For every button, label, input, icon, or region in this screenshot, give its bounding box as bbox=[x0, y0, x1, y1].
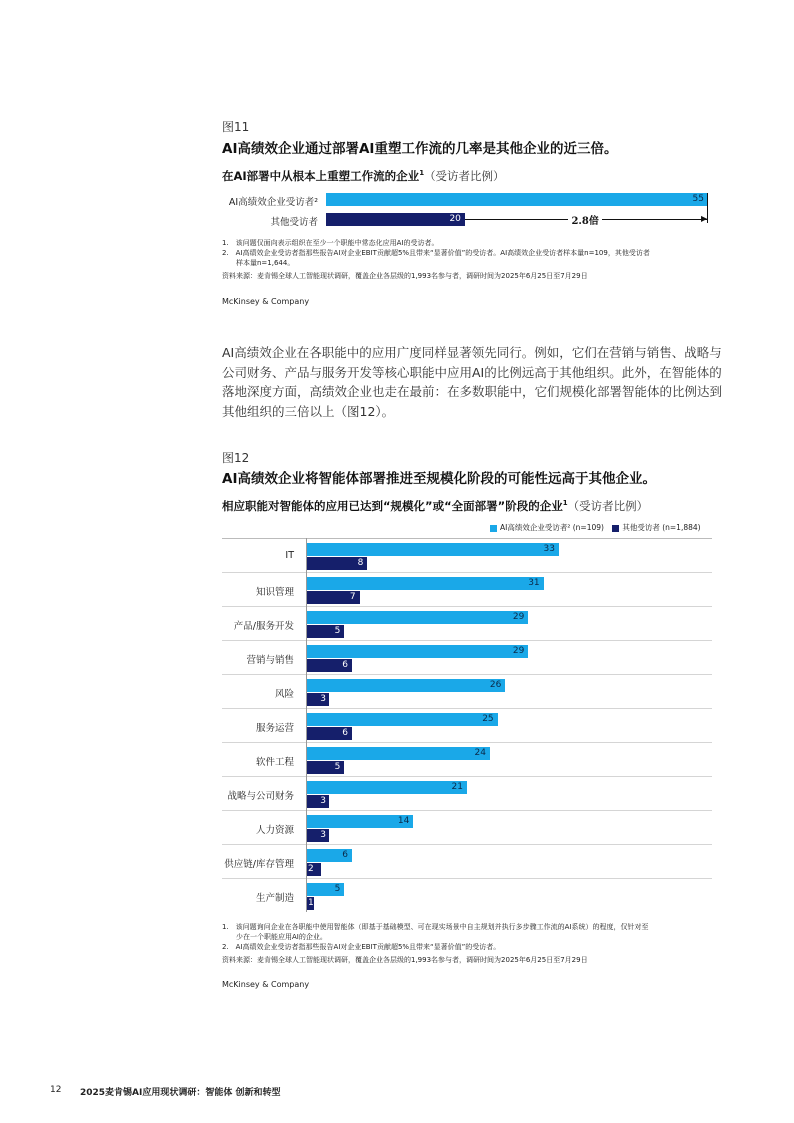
para-line-4: 其他组织的三倍以上（图12）。 bbox=[222, 403, 395, 419]
data-label: 33 bbox=[543, 544, 555, 554]
data-label: 6 bbox=[342, 728, 348, 738]
figure-12-chart bbox=[222, 538, 712, 913]
note-2-cont: 样本量n=1,644。 bbox=[222, 259, 295, 267]
figure-12-notes bbox=[222, 922, 722, 965]
bar bbox=[306, 645, 528, 658]
bar-category-label: 供应链/库存管理 bbox=[224, 859, 294, 870]
row-separator bbox=[222, 810, 712, 811]
bar-category-label: 知识管理 bbox=[255, 587, 294, 598]
data-label: 3 bbox=[320, 694, 326, 704]
multiplier-arrow-icon: ▶ bbox=[701, 214, 708, 223]
data-label: 3 bbox=[320, 830, 326, 840]
data-label: 29 bbox=[512, 646, 525, 656]
legend-swatch-other bbox=[612, 525, 619, 532]
para-line-3: 落地深度方面，高绩效企业也走在最前：在多数职能中，它们规模化部署智能体的比例达到 bbox=[222, 384, 723, 399]
legend-label-other: 其他受访者 (n=1,884) bbox=[622, 523, 701, 532]
bar-category-label: 战略与公司财务 bbox=[227, 791, 294, 802]
data-label: 1 bbox=[308, 898, 314, 908]
row-separator bbox=[222, 844, 712, 845]
row-separator bbox=[222, 674, 712, 675]
chart-separator bbox=[222, 538, 712, 539]
data-label: 3 bbox=[320, 796, 326, 806]
bar-category-label: 营销与销售 bbox=[246, 655, 294, 666]
bar bbox=[306, 679, 505, 692]
bar-category-label: 生产制造 bbox=[255, 893, 294, 904]
figure-12-title: AI高绩效企业将智能体部署推进至规模化阶段的可能性远高于其他企业。 bbox=[222, 471, 656, 487]
data-label: 24 bbox=[474, 748, 486, 758]
bar-category-label: AI高绩效企业受访者² bbox=[228, 197, 318, 208]
data-label: 26 bbox=[489, 680, 502, 690]
figure-12-label: 图12 bbox=[222, 451, 250, 465]
axis-line bbox=[306, 538, 307, 912]
data-label: 5 bbox=[334, 884, 341, 894]
bar-category-label: 人力资源 bbox=[255, 825, 294, 836]
bar bbox=[306, 543, 559, 556]
figure-12-chart-title: 相应职能对智能体的应用已达到“规模化”或“全面部署”阶段的企业$^1$（受访者比例） bbox=[222, 499, 649, 513]
bar bbox=[326, 193, 708, 206]
bar-category-label: 风险 bbox=[274, 689, 294, 700]
note-1-cont: 少在一个职能应用AI的企业。 bbox=[222, 933, 327, 941]
figure-11-notes bbox=[222, 238, 722, 281]
data-label: 2 bbox=[308, 864, 314, 874]
bar bbox=[306, 611, 528, 624]
row-separator bbox=[222, 606, 712, 607]
bar-category-label: 产品/服务开发 bbox=[233, 621, 294, 632]
bar-category-label: 软件工程 bbox=[255, 757, 294, 768]
figure-11-label: 图11 bbox=[222, 120, 250, 134]
bar-category-label: 服务运营 bbox=[255, 723, 294, 734]
bar-category-label: IT bbox=[285, 550, 294, 561]
bar bbox=[306, 781, 467, 794]
row-separator bbox=[222, 708, 712, 709]
bar bbox=[306, 747, 490, 760]
figure-11-chart-title: 在AI部署中从根本上重塑工作流的企业$^1$（受访者比例） bbox=[222, 169, 505, 183]
legend-label-high: AI高绩效企业受访者² (n=109) bbox=[500, 523, 604, 532]
document-title: 2025麦肯锡AI应用现状调研：智能体 创新和转型 bbox=[80, 1088, 281, 1098]
note-2: 2. AI高绩效企业受访者指那些报告AI对企业EBIT贡献超5%且带来“显著价值”的受访者。AI高绩效企业受访者样本量n=109，其他受访者 bbox=[222, 249, 650, 257]
data-label: 8 bbox=[357, 558, 364, 568]
data-label: 55 bbox=[692, 194, 704, 204]
data-label: 21 bbox=[451, 782, 463, 792]
row-separator bbox=[222, 878, 712, 879]
data-label: 6 bbox=[342, 660, 348, 670]
figure-11-chart bbox=[222, 190, 712, 230]
mckinsey-brand: McKinsey & Company bbox=[222, 980, 310, 989]
data-label: 29 bbox=[512, 612, 525, 622]
row-separator bbox=[222, 572, 712, 573]
row-separator bbox=[222, 640, 712, 641]
note-1: 1. 该问题询问企业在各职能中使用智能体（即基于基础模型、可在现实场景中自主规划并执行多步骤工作流的AI系统）的程度，仅针对至 bbox=[222, 923, 649, 931]
data-label: 25 bbox=[482, 714, 494, 724]
para-line-2: 公司财务、产品与服务开发等核心职能中应用AI的比例远高于其他组织。此外，在智能体的 bbox=[222, 364, 722, 380]
multiplier-label: 2.8倍 bbox=[568, 212, 601, 227]
data-label: 14 bbox=[397, 816, 410, 826]
figure-12-legend bbox=[490, 522, 701, 533]
source-note: 资料来源：麦肯锡全球人工智能现状调研，覆盖企业各层级的1,993名参与者，调研时间为2025年6月25日至7月29日 bbox=[222, 956, 588, 964]
data-label: 6 bbox=[342, 850, 348, 860]
data-label: 5 bbox=[334, 626, 341, 636]
data-label: 5 bbox=[334, 762, 341, 772]
legend-swatch-high bbox=[490, 525, 497, 532]
source-note: 资料来源：麦肯锡全球人工智能现状调研，覆盖企业各层级的1,993名参与者，调研时间为2025年6月25日至7月29日 bbox=[222, 272, 588, 280]
data-label: 31 bbox=[528, 578, 540, 588]
note-2: 2. AI高绩效企业受访者指那些报告AI对企业EBIT贡献超5%且带来“显著价值”的受访者。 bbox=[222, 943, 501, 951]
row-separator bbox=[222, 742, 712, 743]
data-label: 20 bbox=[449, 214, 461, 224]
bar bbox=[306, 577, 544, 590]
bar-category-label: 其他受访者 bbox=[270, 217, 318, 228]
body-paragraph bbox=[222, 343, 722, 421]
row-separator bbox=[222, 776, 712, 777]
note-1: 1. 该问题仅面向表示组织在至少一个职能中常态化应用AI的受访者。 bbox=[222, 239, 439, 247]
para-line-1: AI高绩效企业在各职能中的应用广度同样显著领先同行。例如，它们在营销与销售、战略与 bbox=[222, 345, 722, 360]
mckinsey-brand: McKinsey & Company bbox=[222, 297, 310, 306]
bar bbox=[306, 713, 498, 726]
page-number: 12 bbox=[50, 1085, 62, 1095]
figure-11-title: AI高绩效企业通过部署AI重塑工作流的几率是其他企业的近三倍。 bbox=[222, 141, 618, 157]
data-label: 7 bbox=[349, 592, 356, 602]
